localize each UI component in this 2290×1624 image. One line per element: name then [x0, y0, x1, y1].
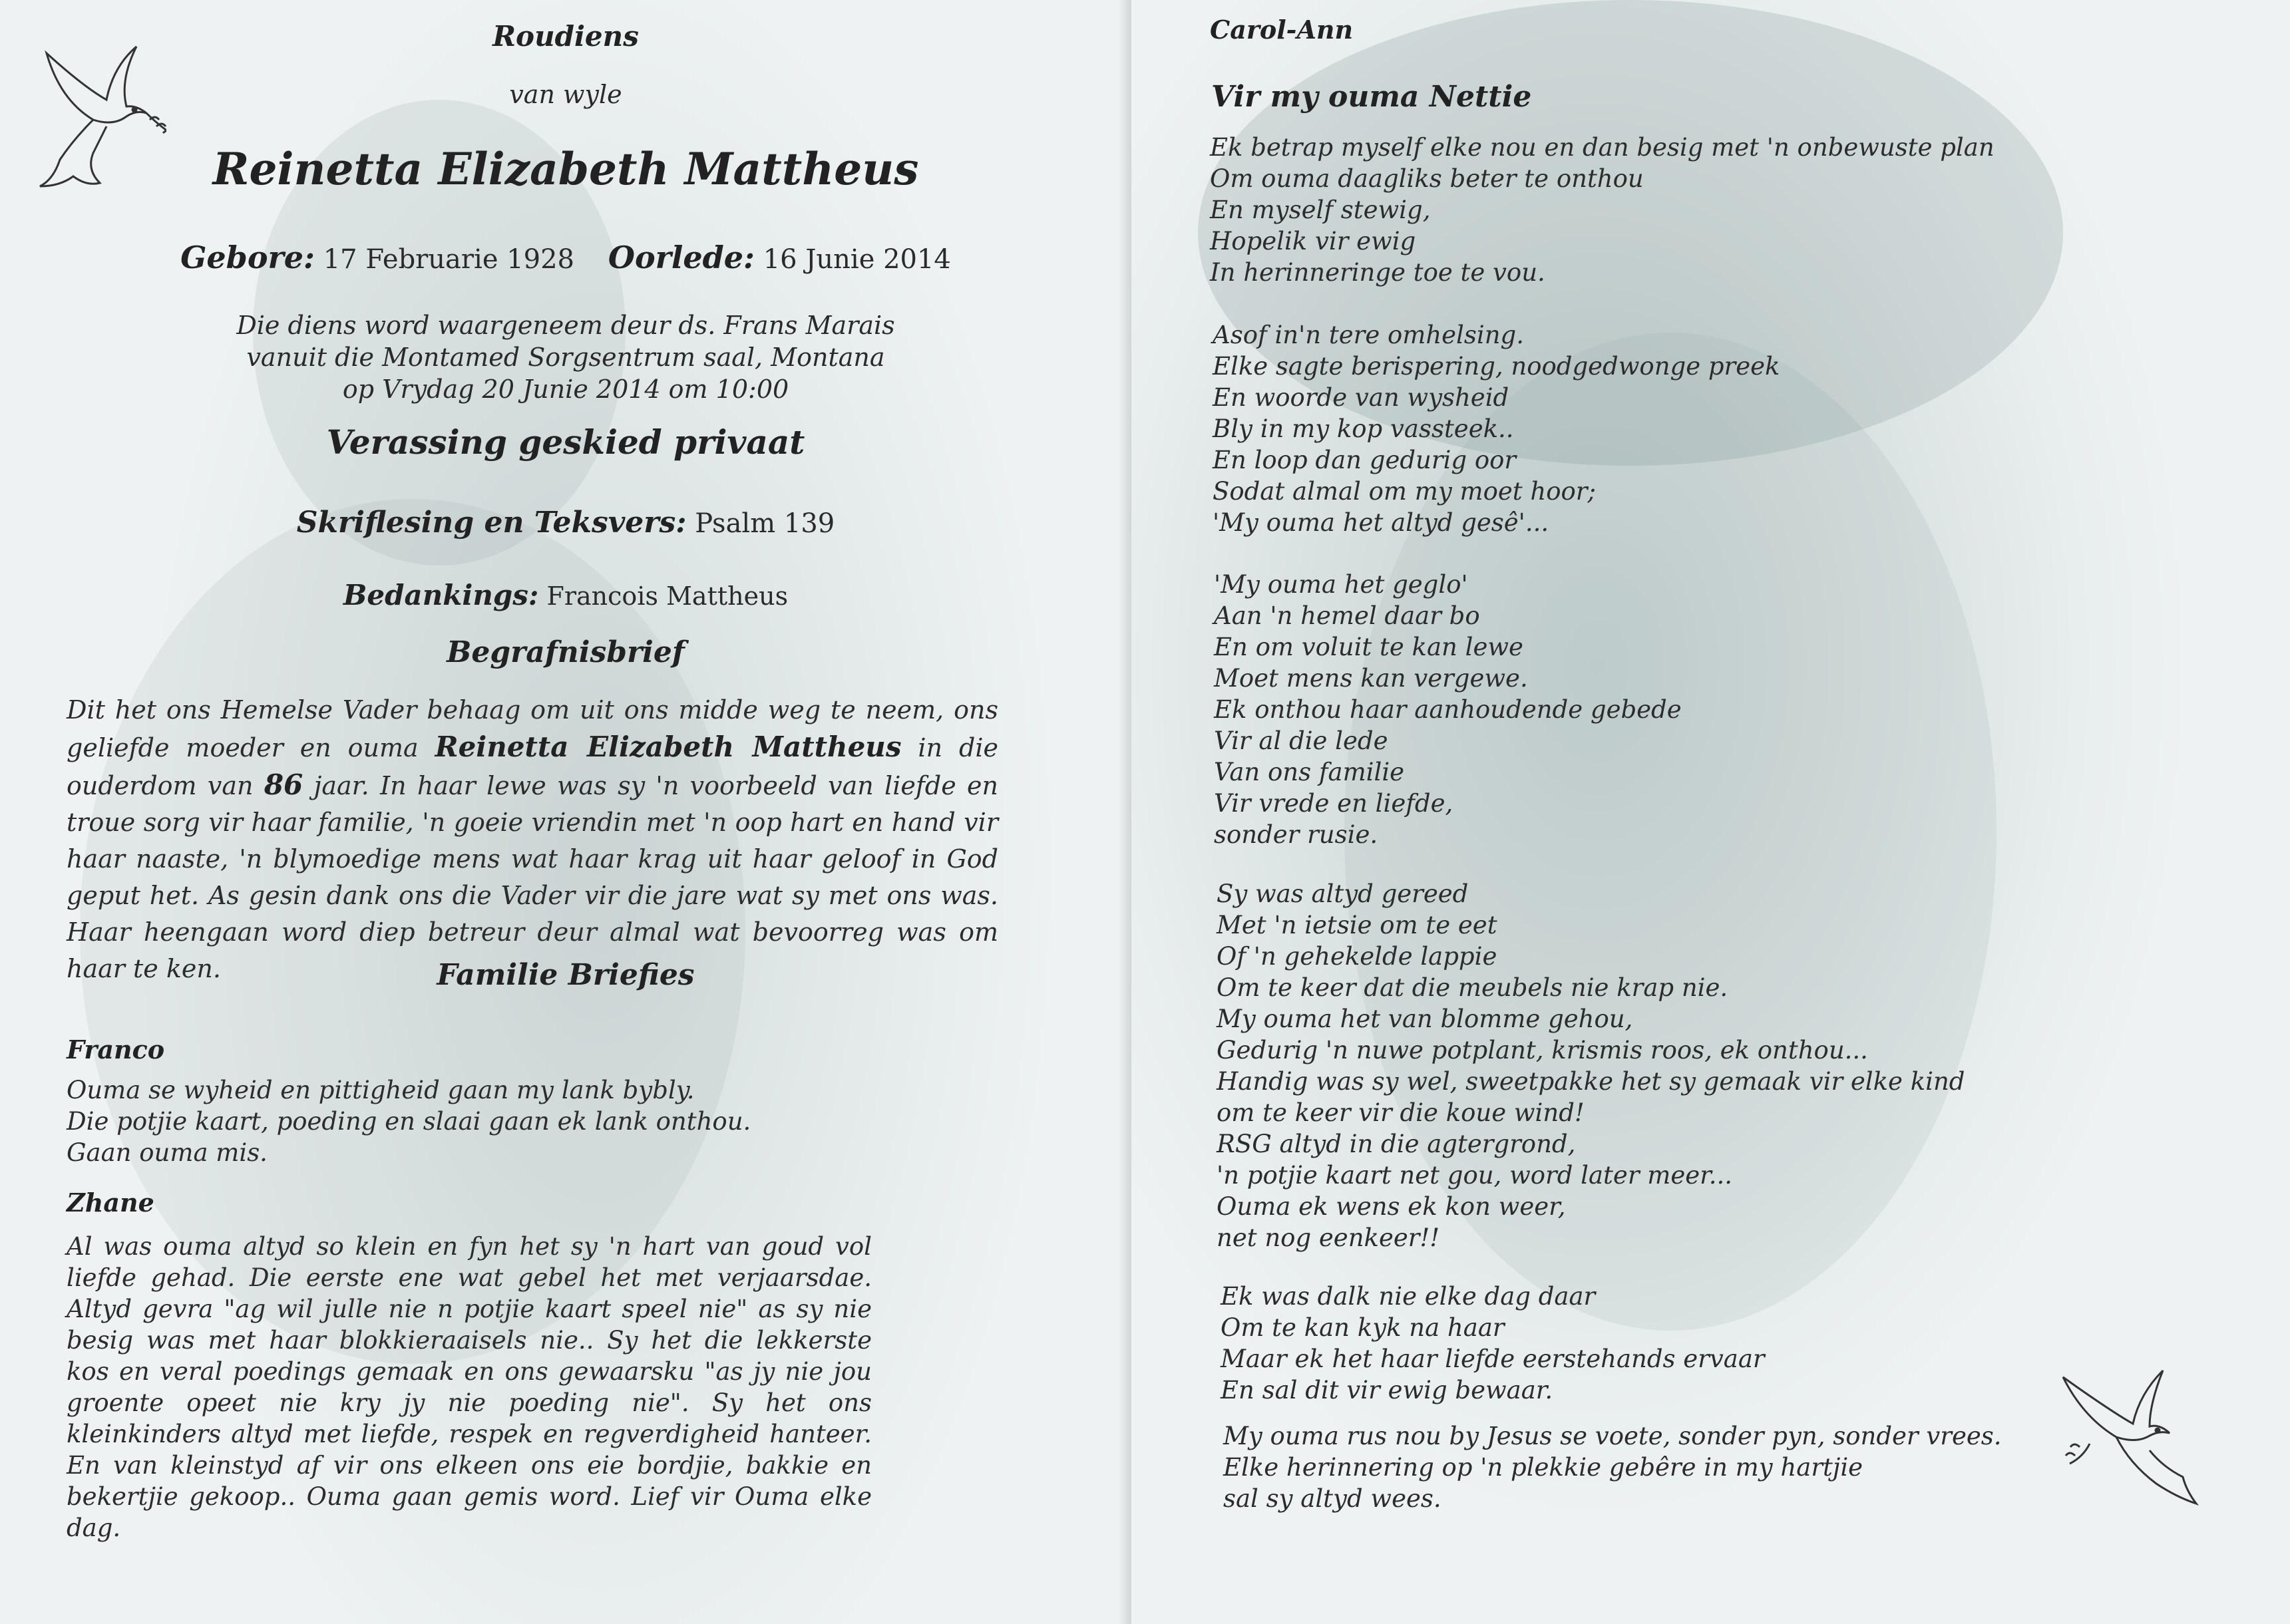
dates-line — [0, 240, 1131, 275]
died-value: 16 Junie 2014 — [763, 244, 951, 275]
service-line: vanuit die Montamed Sorgsentrum saal, Montana — [246, 343, 885, 372]
born-label: Gebore: — [180, 240, 315, 275]
poem-title: Vir my ouma Nettie — [1211, 80, 1532, 114]
funeral-letter — [67, 692, 998, 987]
reading-line — [0, 506, 1131, 540]
dove-icon — [2050, 1357, 2223, 1530]
poem-stanza: Sy was altyd gereed Met 'n ietsie om te eet Of 'n gehekelde lappie Om te keer dat die meubels nie krap nie. My ouma het van blomme gehou, Gedurig 'n nuwe potplant, krismis roos, ek onthou... Handig was sy wel, sweetpakke het sy gemaak vir elke kind om te keer vir die koue wind! RSG altyd in die agtergrond, 'n potjie kaart net gou, word later meer... Ouma ek wens ek kon weer, net nog eenkeer!! — [1217, 880, 1965, 1252]
service-line: Die diens word waargeneem deur ds. Frans Marais — [236, 311, 895, 340]
poem-stanza: Ek was dalk nie elke dag daar Om te kan kyk na haar Maar ek het haar liefde eerstehands ervaar En sal dit vir ewig bewaar. — [1221, 1282, 1765, 1404]
note-author-zhane: Zhane — [67, 1188, 154, 1218]
letter-text: in die ouderdom van — [67, 733, 998, 800]
cremation-note: Verassing geskied privaat — [326, 422, 805, 462]
note-text-zhane: Al was ouma altyd so klein en fyn het sy 'n hart van goud vol liefde gehad. Die eerste ene wat gebel het met verjaarsdae. Altyd gevra "ag wil julle nie n potjie kaart speel nie" as sy nie besig was met haar blokkieraaisels nie.. Sy het die lekkerste kos en veral poedings gemaak en ons gewaarsku "as jy nie jou groente opeet nie kry jy nie poeding nie". Sy het ons kleinkinders altyd met liefde, respek en regverdigheid hanteer. En van kleinstyd af vir ons elkeen ons eie bordjie, bakkie en bekertjie gekoop.. Ouma gaan gemis word. Lief vir Ouma elke dag. — [67, 1232, 872, 1542]
letter-title: Begrafnisbrief — [447, 635, 685, 669]
right-page — [1131, 0, 2290, 1624]
poem-stanza: 'My ouma het geglo' Aan 'n hemel daar bo En om voluit te kan lewe Moet mens kan vergewe. Ek onthou haar aanhoudende gebede Vir al die lede Van ons familie Vir vrede en liefde, sonder rusie. — [1214, 570, 1682, 849]
letter-name: Reinetta Elizabeth Mattheus — [435, 731, 902, 763]
thanks-value: Francois Mattheus — [546, 581, 789, 611]
deceased-name: Reinetta Elizabeth Mattheus — [212, 143, 919, 195]
note-author-franco: Franco — [67, 1035, 165, 1064]
subheading-van-wyle: van wyle — [509, 80, 622, 109]
note-text-franco: Ouma se wyheid en pittigheid gaan my lank bybly. Die potjie kaart, poeding en slaai gaan ek lank onthou. Gaan ouma mis. — [67, 1076, 751, 1167]
born-value: 17 Februarie 1928 — [323, 244, 575, 275]
died-label: Oorlede: — [608, 240, 755, 275]
thanks-label: Bedankings: — [343, 579, 539, 611]
heading-roudiens: Roudiens — [492, 20, 639, 53]
poem-stanza: Ek betrap myself elke nou en dan besig met 'n onbewuste plan Om ouma daagliks beter te onthou En myself stewig, Hopelik vir ewig In herinneringe toe te vou. — [1210, 133, 1995, 287]
letter-age: 86 — [264, 768, 303, 801]
poem-author: Carol-Ann — [1210, 15, 1354, 45]
service-line: op Vrydag 20 Junie 2014 om 10:00 — [342, 375, 789, 404]
poem-stanza: Asof in'n tere omhelsing. Elke sagte berispering, noodgedwonge preek En woorde van wysheid Bly in my kop vassteek.. En loop dan gedurig oor Sodat almal om my moet hoor; 'My ouma het altyd gesê'... — [1213, 321, 1780, 537]
thanks-line — [0, 579, 1131, 611]
letter-text: jaar. In haar lewe was sy 'n voorbeeld van liefde en troue sorg vir haar familie, 'n goeie vriendin met 'n oop hart en hand vir haar naaste, 'n blymoedige mens wat haar krag uit haar geloof in God geput het. As gesin dank ons die Vader vir die jare wat sy met ons was. Haar heengaan word diep betreur deur almal wat bevoorreg was om haar te ken. — [67, 771, 998, 983]
left-page — [0, 0, 1131, 1624]
poem-stanza: My ouma rus nou by Jesus se voete, sonder pyn, sonder vrees. Elke herinnering op 'n plekkie gebêre in my hartjie sal sy altyd wees. — [1223, 1422, 2002, 1513]
letter-text: Dit het ons Hemelse Vader behaag om uit ons midde weg te neem, ons geliefde moeder en ouma — [67, 695, 998, 762]
service-info — [0, 309, 1131, 405]
reading-label: Skriflesing en Teksvers: — [296, 506, 687, 540]
reading-value: Psalm 139 — [695, 508, 835, 539]
family-notes-title: Familie Briefies — [437, 958, 695, 992]
